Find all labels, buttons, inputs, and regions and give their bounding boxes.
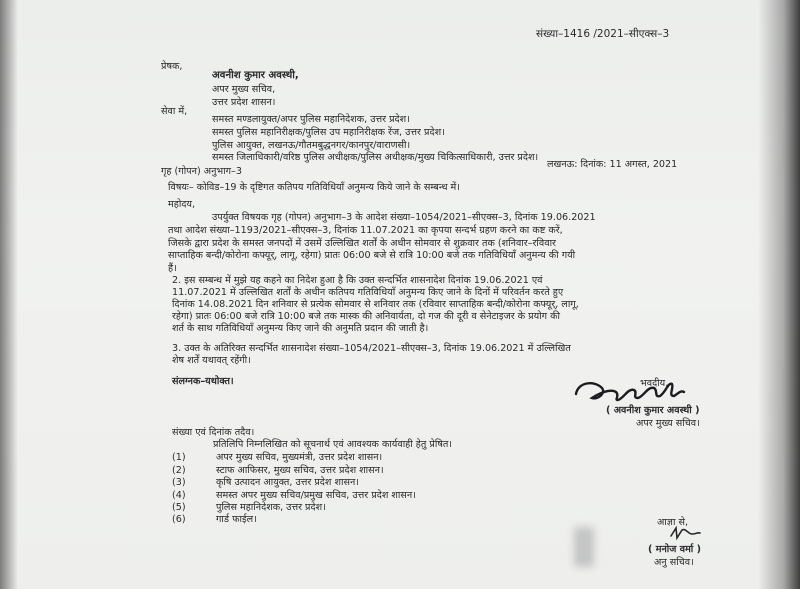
paragraph-2-line: शर्त के साथ गतिविधियाँ अनुमन्य किए जाने की अनुमति प्रदान की जाती है। [172,323,429,334]
paragraph-3-line: 3. उक्त के अतिरिक्त सन्दर्भित शासनादेश संख्या–1054/2021–सीएक्स–3, दिनांक 19.06.2021 में उल्लिखित [172,343,571,354]
paragraph-2-line: 11.07.2021 में उल्लिखित शर्तों के अधीन कतिपय गतिविधियाँ अनुमन्य किए जाने के दिनों में परिवर्तन करते हुए [172,287,564,298]
copy-item-number: (4) [172,490,186,501]
sender-office: उत्तर प्रदेश शासन। [212,97,276,108]
copy-intro: प्रतिलिपि निम्नलिखित को सूचनार्थ एवं आवश्यक कार्यवाही हेतु प्रेषित। [213,439,453,450]
paragraph-2-line: 2. इस सम्बन्ध में मुझे यह कहने का निदेश हुआ है कि उक्त सन्दर्भित शासनादेश दिनांक 19.06.2021 एवं [172,275,543,286]
copy-reference: संख्या एवं दिनांक तदैव। [172,427,255,438]
copy-item-text: कृषि उत्पादन आयुक्त, उत्तर प्रदेश शासन। [216,477,359,488]
paragraph-1-line: हैं। [168,263,177,274]
handwritten-signature [568,370,688,410]
signatory-name: ( अवनीश कुमार अवस्थी ) [606,405,700,416]
recipient-line: समस्त जिलाधिकारी/वरिष्ठ पुलिस अधीक्षक/पुलिस अधीक्षक/मुख्य चिकित्साधिकारी, उत्तर प्रदेश। [212,152,539,163]
signatory-designation: अपर मुख्य सचिव। [636,418,700,429]
enclosure-note: संलग्नक–यथोक्त। [172,376,234,387]
under-secretary-name: ( मनोज वर्मा ) [648,544,702,555]
scan-shadow-left [0,0,18,589]
recipient-line: समस्त मण्डलायुक्त/अपर पुलिस महानिदेशक, उत्तर प्रदेश। [212,114,410,125]
paragraph-2-line: दिनांक 14.08.2021 दिन शनिवार से प्रत्येक सोमवार से शनिवार तक (रविवार साप्ताहिक बन्दी/कोरोना कफ्यूर्, लागू, [172,299,579,310]
salutation: महोदय, [168,199,196,210]
by-order-label: आज्ञा से, [657,517,689,528]
recipients-label: सेवा में, [161,106,188,117]
copy-item-text: अपर मुख्य सचिव, मुख्यमंत्री, उत्तर प्रदेश शासन। [216,452,383,463]
copy-item-number: (5) [172,502,186,513]
section-name: गृह (गोपन) अनुभाग–3 [161,166,242,177]
subject-line: विषयः– कोविड–19 के दृष्टिगत कतिपय गतिविधियाँ अनुमन्य किये जाने के सम्बन्ध में। [168,182,460,193]
sender-designation: अपर मुख्य सचिव, [212,84,276,95]
recipient-line: समस्त पुलिस महानिरीक्षक/पुलिस उप महानिरीक्षक रेंज, उत्तर प्रदेश। [212,127,445,138]
paragraph-1-line: तथा आदेश संख्या–1193/2021–सीएक्स–3, दिनांक 11.07.2021 का कृपया सन्दर्भ ग्रहण करने का कष्ट करें, [168,225,563,236]
copy-item-text: पुलिस महानिदेशक, उत्तर प्रदेश। [216,502,326,513]
reference-number: संख्या–1416 /2021–सीएक्स–3 [536,28,670,40]
paragraph-1-line: जिसके द्वारा प्रदेश के समस्त जनपदों में उसमें उल्लिखित शर्तों के अधीन सोमवार से शुक्रवार तक (शनिवार–रविवार [168,238,556,249]
closing-yours: भवदीय, [640,378,669,389]
place-date: लखनऊ: दिनांक: 11 अगस्त, 2021 [547,159,678,170]
copy-item-number: (1) [172,452,186,463]
paragraph-1-line: उपर्युक्त विषयक गृह (गोपन) अनुभाग–3 के आदेश संख्या–1054/2021–सीएक्स–3, दिनांक 19.06.2021 [212,212,596,223]
copy-item-text: गार्ड फाईल। [216,514,257,525]
recipient-line: पुलिस आयुक्त, लखनऊ/गौतमबुद्धनगर/कानपुर/वाराणसी। [212,140,411,151]
copy-item-number: (3) [172,477,186,488]
ink-blot-mark [574,527,594,567]
copy-item-text: समस्त अपर मुख्य सचिव/प्रमुख सचिव, उत्तर प्रदेश शासन। [216,490,416,501]
sender-name: अवनीश कुमार अवस्थी, [212,70,299,81]
copy-item-number: (2) [172,465,186,476]
paragraph-1-line: साप्ताहिक बन्दी/कोरोना कफ्यूर्, लागू, रहेगा) प्रातः 06:00 बजे से रात्रि 10:00 बजे तक गतिविधियाँ अनुमन्य की गयी [168,250,576,261]
scan-shadow-right [758,0,800,589]
paragraph-3-line: शेष शर्तें यथावत् रहेंगी। [172,355,251,366]
copy-item-number: (6) [172,514,186,525]
paragraph-2-line: रहेगा) प्रातः 06:00 बजे रात्रि 10:00 बजे तक मास्क की अनिवार्यता, दो गज की दूरी व सेनेटाइजर के प्रयोग की [172,311,560,322]
under-secretary-designation: अनु सचिव। [654,557,694,568]
copy-item-text: स्टाफ आफिसर, मुख्य सचिव, उत्तर प्रदेश शासन। [216,465,384,476]
handwritten-initials [668,524,702,542]
sender-label: प्रेषक, [161,61,183,72]
